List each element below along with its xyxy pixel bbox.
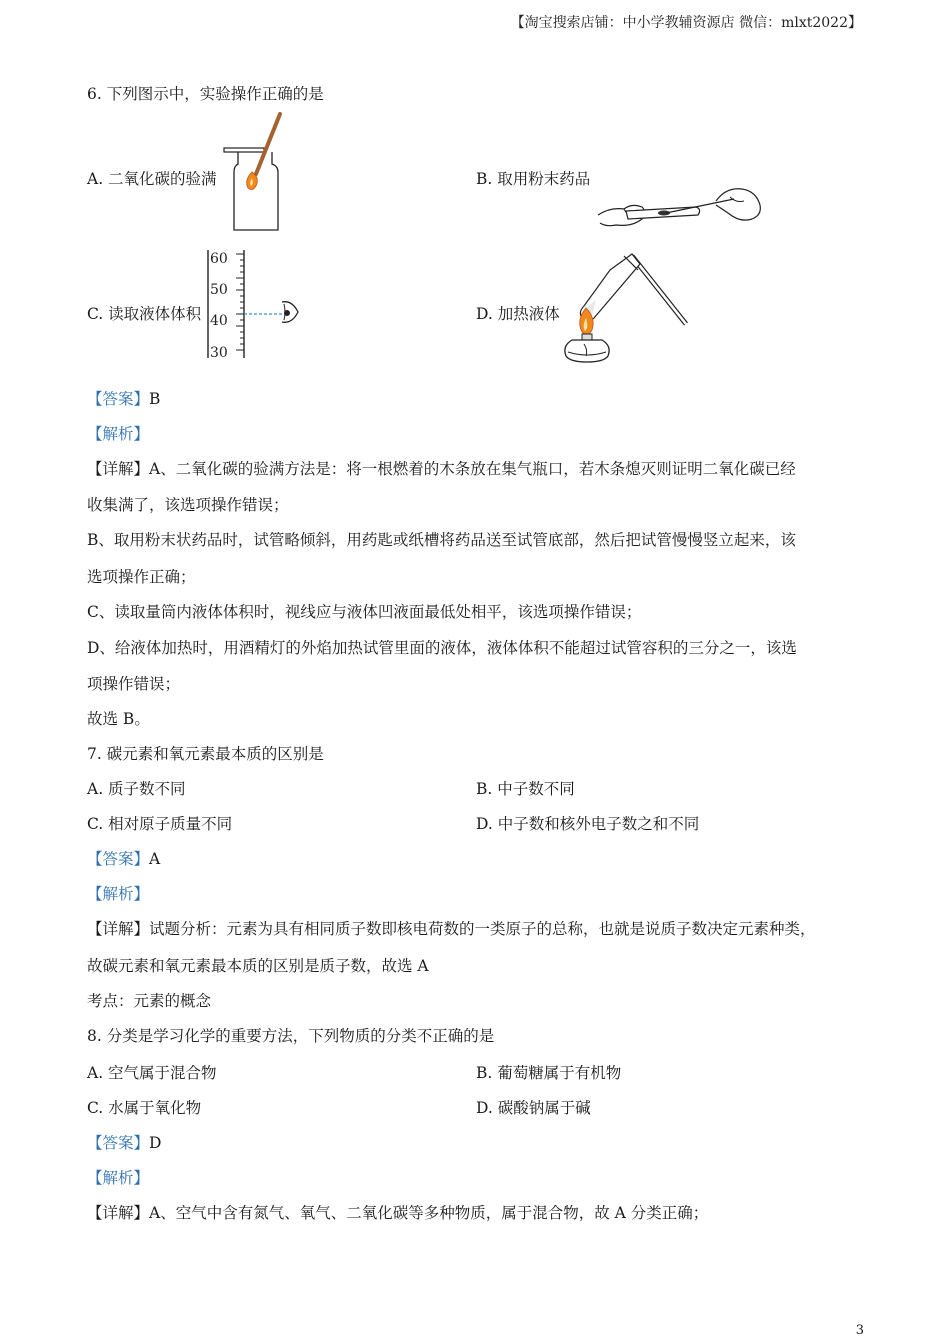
q6-analysis-tag: 【解析】 <box>87 425 150 443</box>
page-number: 3 <box>855 1323 864 1338</box>
q7-analysis-tag: 【解析】 <box>87 885 150 903</box>
q6-option-a: A. 二氧化碳的验满 <box>87 170 217 188</box>
q8-option-d: D. 碳酸钠属于碱 <box>476 1099 591 1117</box>
q7-detail-line-1 <box>87 917 816 939</box>
q6-option-b: B. 取用粉末药品 <box>476 170 591 188</box>
q6-detail-line-1 <box>87 457 796 479</box>
q7-stem: 7. 碳元素和氧元素最本质的区别是 <box>87 745 324 763</box>
q7-detail-line-3: 考点：元素的概念 <box>87 992 212 1010</box>
q7-option-a: A. 质子数不同 <box>87 780 186 798</box>
q8-stem: 8. 分类是学习化学的重要方法，下列物质的分类不正确的是 <box>87 1027 495 1045</box>
graduated-cylinder-figure <box>200 246 304 364</box>
q6-detail-line-2: 收集满了，该选项操作错误； <box>87 496 289 514</box>
q6-answer <box>87 387 160 409</box>
cylinder-label-60: 60 <box>210 251 228 267</box>
q6-detail-line-3: B、取用粉末状药品时，试管略倾斜，用药匙或纸槽将药品送至试管底部，然后把试管慢慢竖立起来，该 <box>87 531 796 549</box>
q6-option-d: D. 加热液体 <box>476 305 560 323</box>
answer-value: D <box>149 1134 162 1152</box>
detail-tag: 【详解】 <box>87 460 150 478</box>
cylinder-label-50: 50 <box>210 282 228 298</box>
q7-option-d: D. 中子数和核外电子数之和不同 <box>476 815 700 833</box>
cylinder-label-30: 30 <box>210 345 228 361</box>
q6-detail-line-7: 项操作错误； <box>87 675 181 693</box>
q6-stem: 6. 下列图示中，实验操作正确的是 <box>87 85 324 103</box>
q7-answer <box>87 847 160 869</box>
q8-answer <box>87 1131 161 1153</box>
detail-text: A、二氧化碳的验满方法是：将一根燃着的木条放在集气瓶口，若木条熄灭则证明二氧化碳已经 <box>149 460 796 478</box>
q7-option-b: B. 中子数不同 <box>476 780 575 798</box>
detail-tag: 【详解】 <box>87 920 150 938</box>
q7-detail-line-2: 故碳元素和氧元素最本质的区别是质子数，故选 A <box>87 957 429 975</box>
gas-jar-splint-figure <box>222 110 284 232</box>
detail-text: 试题分析：元素为具有相同质子数即核电荷数的一类原子的总称，也就是说质子数决定元素种类， <box>149 920 816 938</box>
alcohol-lamp-figure <box>558 246 692 366</box>
powder-test-tube-figure <box>596 183 766 233</box>
cylinder-label-40: 40 <box>210 313 228 329</box>
detail-tag: 【详解】 <box>87 1204 150 1222</box>
answer-tag: 【答案】 <box>87 390 150 408</box>
answer-value: A <box>149 850 161 868</box>
q8-option-a: A. 空气属于混合物 <box>87 1064 217 1082</box>
q6-detail-line-4: 选项操作正确； <box>87 568 196 586</box>
answer-tag: 【答案】 <box>87 1134 150 1152</box>
answer-value: B <box>149 390 161 408</box>
q8-analysis-tag: 【解析】 <box>87 1169 150 1187</box>
q6-detail-line-8: 故选 B。 <box>87 710 150 728</box>
page-header: 【淘宝搜索店铺：中小学教辅资源店 微信：mlxt2022】 <box>510 15 862 31</box>
detail-text: A、空气中含有氮气、氧气、二氧化碳等多种物质，属于混合物，故 A 分类正确； <box>149 1204 709 1222</box>
q7-option-c: C. 相对原子质量不同 <box>87 815 233 833</box>
q8-option-c: C. 水属于氧化物 <box>87 1099 202 1117</box>
q8-option-b: B. 葡萄糖属于有机物 <box>476 1064 622 1082</box>
q6-detail-line-5: C、读取量筒内液体体积时，视线应与液体凹液面最低处相平，该选项操作错误； <box>87 603 642 621</box>
q6-detail-line-6: D、给液体加热时，用酒精灯的外焰加热试管里面的液体，液体体积不能超过试管容积的三分之一，该选 <box>87 639 797 657</box>
answer-tag: 【答案】 <box>87 850 150 868</box>
q6-option-c: C. 读取液体体积 <box>87 305 202 323</box>
q8-detail-line-1 <box>87 1201 708 1223</box>
